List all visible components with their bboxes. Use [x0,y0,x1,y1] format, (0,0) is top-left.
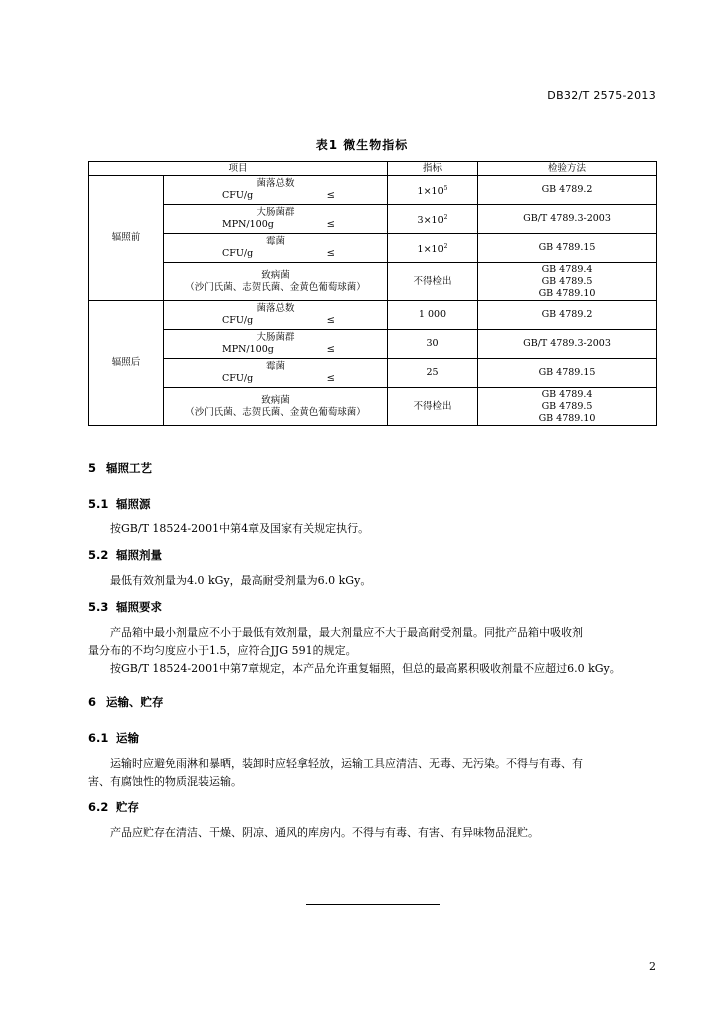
index-value: $1\times 10^5$ [388,176,478,205]
item-unit: MPN/100g [222,219,274,230]
item-cell [164,176,388,205]
table-row [89,359,657,388]
item-name: 致病菌 [261,394,290,406]
group-label: 辐照前 [89,176,164,301]
header-index: 指标 [388,162,478,176]
index-value: 不得检出 [388,388,478,426]
item-unit: CFU/g [222,315,254,326]
index-value: 不得检出 [388,263,478,301]
item-cell [164,263,388,301]
index-value: 1 000 [388,301,478,330]
section-heading-6-1: 6.1 运输 [88,731,139,745]
section-heading-6: 6 运输、贮存 [88,695,164,709]
item-name: 大肠菌群 [256,207,295,218]
section-heading-5-2: 5.2 辐照剂量 [88,548,162,562]
method-cell: GB 4789.4 GB 4789.5 GB 4789.10 [478,388,657,426]
table-header-row [89,162,657,176]
table-row [89,330,657,359]
paragraph-5-3: 产品箱中最小剂量应不小于最低有效剂量，最大剂量应不大于最高耐受剂量。同批产品箱中吸收剂 量分布的不均匀度应小于1.5，应符合JJG 591的规定。 按GB/T 18524-2001中第7章规定，本产品允许重复辐照，但总的最高累积吸收剂量不应超过6.0 kGy。 [88,626,621,675]
method-cell: GB/T 4789.3-2003 [478,330,657,359]
index-value: $3\times 10^2$ [388,205,478,234]
section-heading-5-1: 5.1 辐照源 [88,497,151,511]
item-name: 致病菌 [261,269,290,281]
table-title: 表1 微生物指标 [315,138,409,152]
header-item: 项目 [89,162,388,176]
item-unit: CFU/g [222,248,254,259]
table-row [89,301,657,330]
leq-symbol: ≤ [326,219,336,230]
item-name: 霉菌 [266,236,286,247]
group-label: 辐照后 [89,301,164,426]
method-cell: GB/T 4789.3-2003 [478,205,657,234]
leq-symbol: ≤ [326,248,336,259]
method-cell: GB 4789.2 [478,301,657,330]
paragraph-6-1: 运输时应避免雨淋和暴晒，装卸时应轻拿轻放，运输工具应清洁、无毒、无污染。不得与有毒、有 害、有腐蚀性的物质混装运输。 [88,757,583,788]
item-cell [164,301,388,330]
paragraph-5-1: 按GB/T 18524-2001中第4章及国家有关规定执行。 [110,522,370,535]
item-cell [164,330,388,359]
paragraph-5-2: 最低有效剂量为4.0 kGy，最高耐受剂量为6.0 kGy。 [110,574,372,587]
method-cell: GB 4789.15 [478,359,657,388]
item-name: 霉菌 [266,361,286,372]
leq-symbol: ≤ [326,373,336,384]
item-unit: CFU/g [222,190,254,201]
paragraph-6-2: 产品应贮存在清洁、干燥、阴凉、通风的库房内。不得与有毒、有害、有异味物品混贮。 [110,826,539,839]
page-number: 2 [649,960,656,973]
document-code: DB32/T 2575-2013 [547,89,656,102]
item-unit: CFU/g [222,373,254,384]
section-heading-5-3: 5.3 辐照要求 [88,600,162,614]
index-value: 30 [388,330,478,359]
index-value: $1\times 10^2$ [388,234,478,263]
header-method: 检验方法 [478,162,657,176]
item-name: 大肠菌群 [256,332,295,343]
section-heading-5: 5 辐照工艺 [88,461,152,475]
method-cell: GB 4789.2 [478,176,657,205]
item-cell [164,359,388,388]
item-subtext: （沙门氏菌、志贺氏菌、金黄色葡萄球菌） [185,281,366,293]
end-rule [306,904,440,905]
leq-symbol: ≤ [326,190,336,201]
table-row [89,263,657,301]
table-row [89,176,657,205]
method-cell: GB 4789.4 GB 4789.5 GB 4789.10 [478,263,657,301]
item-cell [164,388,388,426]
item-cell [164,234,388,263]
section-heading-6-2: 6.2 贮存 [88,800,139,814]
table-row [89,205,657,234]
item-subtext: （沙门氏菌、志贺氏菌、金黄色葡萄球菌） [185,406,366,418]
item-cell [164,205,388,234]
method-cell: GB 4789.15 [478,234,657,263]
table-row [89,388,657,426]
item-unit: MPN/100g [222,344,274,355]
leq-symbol: ≤ [326,344,336,355]
item-name: 菌落总数 [256,178,295,189]
microbial-index-table [88,161,657,426]
leq-symbol: ≤ [326,315,336,326]
item-name: 菌落总数 [256,303,295,314]
table-row [89,234,657,263]
index-value: 25 [388,359,478,388]
